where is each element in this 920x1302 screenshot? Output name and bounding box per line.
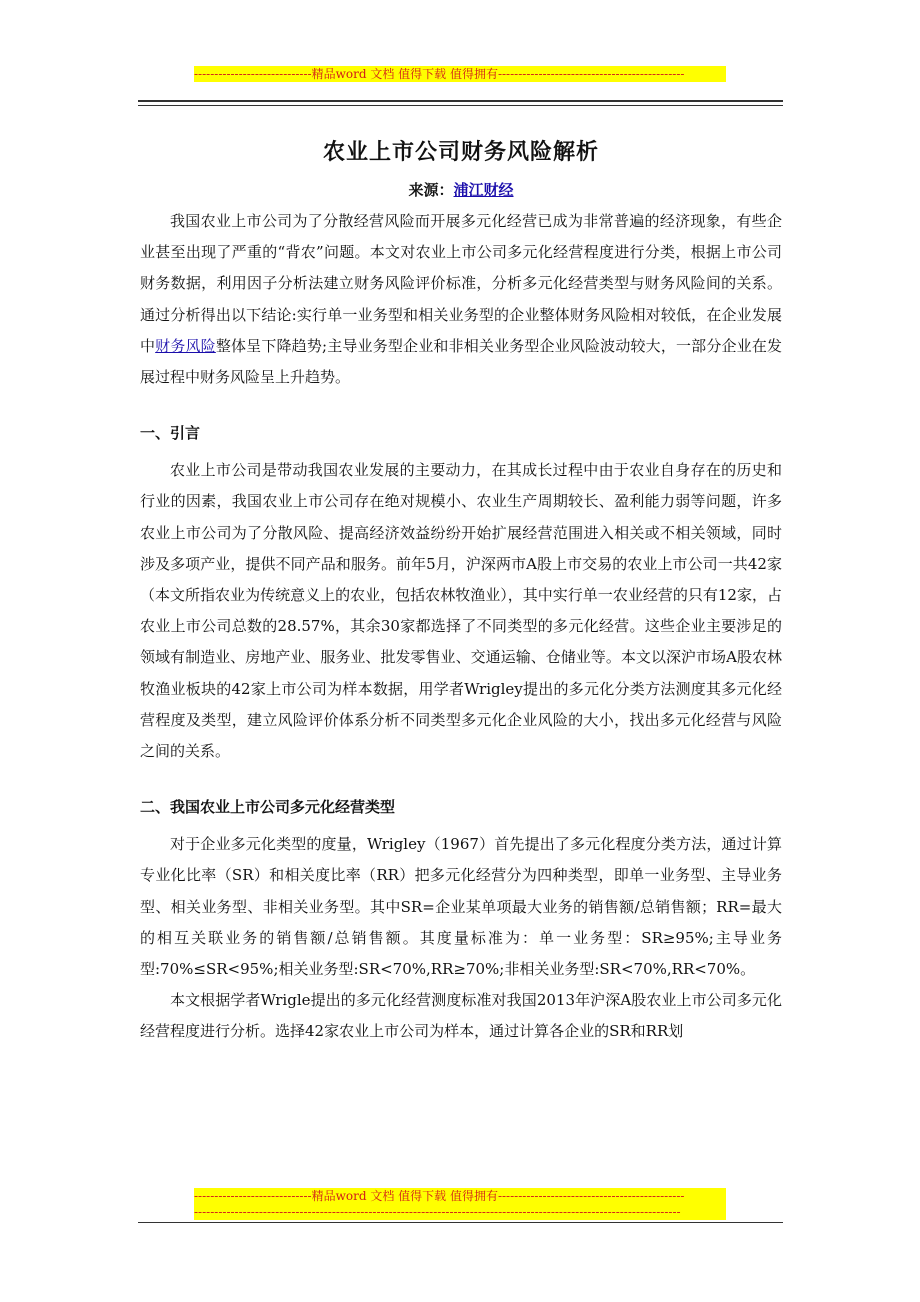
header-rule-thick — [138, 100, 783, 102]
section1-heading: 一、引言 — [140, 424, 201, 443]
article-body — [140, 132, 782, 1048]
abstract-text-2: 整体呈下降趋势;主导业务型企业和非相关业务型企业风险波动较大，一部分企业在发展过程中财务风险呈上升趋势。 — [140, 336, 782, 387]
header-rule-thin — [138, 105, 783, 106]
top-banner-text: -----------------------------精品word 文档 值得下载 值得拥有---------------------------------------------- — [194, 67, 685, 81]
article-source — [140, 178, 782, 202]
financial-risk-link[interactable]: 财务风险 — [155, 336, 216, 355]
article-title: 农业上市公司财务风险解析 — [322, 140, 599, 165]
abstract-text-1: 我国农业上市公司为了分散经营风险而开展多元化经营已成为非常普遍的经济现象，有些企业甚至出现了严重的“背农”问题。本文对农业上市公司多元化经营程度进行分类，根据上市公司财务数据，利用因子分析法建立财务风险评价标准，分析多元化经营类型与财务风险间的关系。通过分析得出以下结论:实行单一业务型和相关业务型的企业整体财务风险相对较低，在企业发展中 — [140, 212, 782, 355]
section2-paragraph-2: 本文根据学者Wrigle提出的多元化经营测度标准对我国2013年沪深A股农业上市公司多元化经营程度进行分析。选择42家农业上市公司为样本，通过计算各企业的SR和RR划 — [140, 991, 782, 1041]
bottom-banner-dashes: ------------------------------------------------------------------------------------------------------------------------ — [194, 1205, 681, 1219]
footer-rule — [138, 1222, 783, 1223]
section2-paragraph-1: 对于企业多元化类型的度量，Wrigley（1967）首先提出了多元化程度分类方法，通过计算专业化比率（SR）和相关度比率（RR）把多元化经营分为四种类型，即单一业务型、主导业务型、相关业务型、非相关业务型。其中SR=企业某单项最大业务的销售额/总销售额；RR=最大的相互关联业务的销售额/总销售额。其度量标准为：单一业务型：SR≥95%;主导业务型:70%≤SR<95%;相关业务型:SR<70%,RR≥70%;非相关业务型:SR<70%,RR<70%。 — [140, 835, 782, 979]
top-banner — [194, 66, 726, 82]
bottom-banner-text: -----------------------------精品word 文档 值得下载 值得拥有---------------------------------------------- — [194, 1189, 685, 1203]
source-label: 来源： — [408, 181, 454, 199]
source-link[interactable]: 浦江财经 — [453, 181, 514, 199]
section1-paragraph: 农业上市公司是带动我国农业发展的主要动力，在其成长过程中由于农业自身存在的历史和行业的因素，我国农业上市公司存在绝对规模小、农业生产周期较长、盈利能力弱等问题，许多农业上市公司为了分散风险、提高经济效益纷纷开始扩展经营范围进入相关或不相关领域，同时涉及多项产业，提供不同产品和服务。前年5月，沪深两市A股上市交易的农业上市公司一共42家（本文所指农业为传统意义上的农业，包括农林牧渔业），其中实行单一农业经营的只有12家，占农业上市公司总数的28.57%，其余30家都选择了不同类型的多元化经营。这些企业主要涉足的领域有制造业、房地产业、服务业、批发零售业、交通运输、仓储业等。本文以深沪市场A股农林牧渔业板块的42家上市公司为样本数据，用学者Wrigley提出的多元化分类方法测度其多元化经营程度及类型，建立风险评价体系分析不同类型多元化企业风险的大小，找出多元化经营与风险之间的关系。 — [140, 461, 782, 761]
abstract-paragraph — [140, 206, 782, 393]
bottom-banner — [194, 1188, 726, 1220]
section2-heading: 二、我国农业上市公司多元化经营类型 — [140, 798, 396, 817]
